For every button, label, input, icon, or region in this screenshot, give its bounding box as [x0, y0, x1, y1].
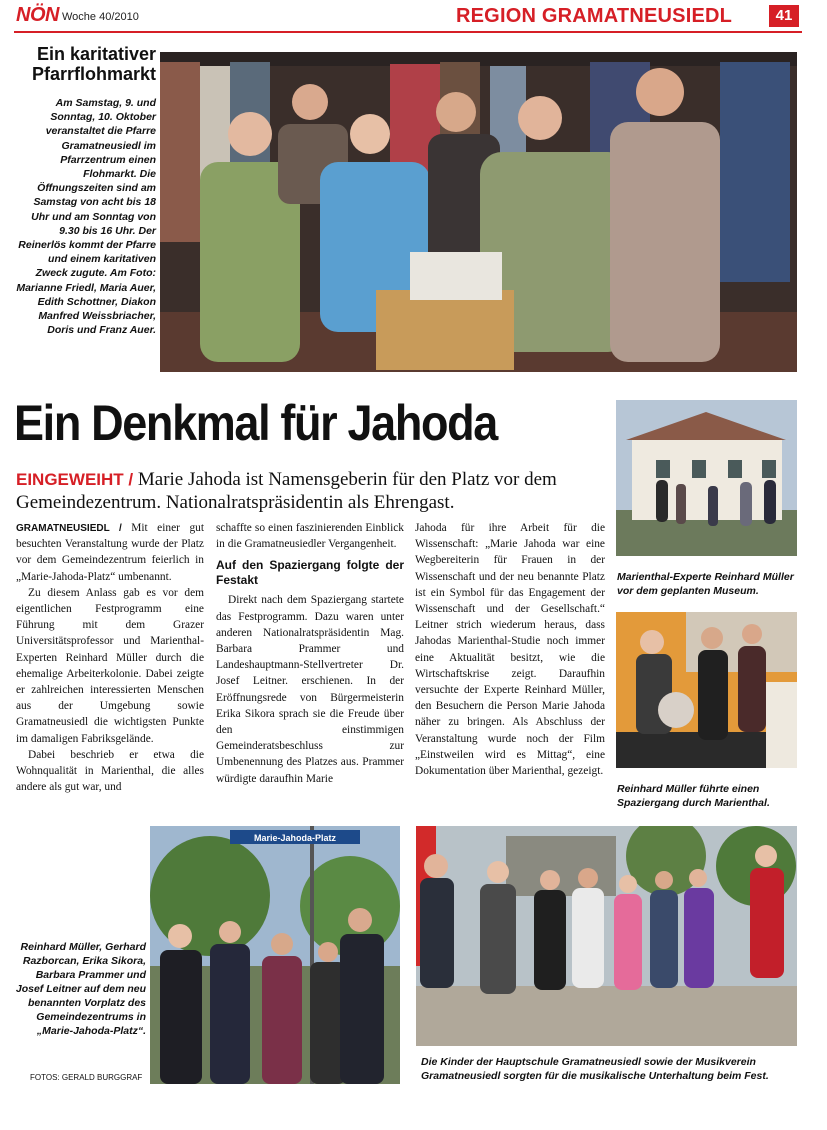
dateline: GRAMATNEUSIEDL /: [16, 523, 122, 534]
street-sign-text: Marie-Jahoda-Platz: [253, 833, 337, 843]
article-column-3: [415, 520, 605, 779]
article-column-2: [216, 520, 404, 787]
header-rule: [14, 31, 802, 33]
article-paragraph: Direkt nach dem Spaziergang startete das Festprogramm. Dazu waren unter anderen Nationalratspräsidentin Mag. Barbara Prammer und Landeshauptmann-Stellvertreter Dr. Josef Leitner. erschienen. In der Eröffnungsrede von Bürgermeisterin Erika Sikora sprach sie die Freude über den einstimmigen Gemeinderatsbeschluss zur Umbenennung des Platzes aus. Prammer würdigte daraufhin Marie: [216, 594, 404, 785]
article-column-1: [16, 520, 204, 795]
article-paragraph: Dabei beschrieb er etwa die Wohnqualität in Marienthal, die alles andere als gut war, und: [16, 748, 204, 794]
article-paragraph: schaffte so einen faszinierenden Einblick in die Gramatneusiedler Vergangenheit.: [216, 522, 404, 551]
article-headline: Ein Denkmal für Jahoda: [14, 395, 497, 451]
issue-label: Woche 40/2010: [62, 11, 139, 23]
flohmarkt-headline: [26, 44, 156, 84]
article-paragraph: Zu diesem Anlass gab es vor dem eigentlichen Festprogramm eine Führung mit dem Grazer Universitätsprofessor und Marienthal-Experten Reinhard Müller durch die ehemalige Arbeiterkolonie. Dabei zeigte er zahlreichen interessierten Menschen aus der Umgebung sowie Gramatneusiedl die wichtigsten Punkte im damaligen Fabriksgelände.: [16, 586, 204, 745]
article-kicker: EINGEWEIHT /: [16, 470, 134, 489]
article-paragraph: Jahoda für ihre Arbeit für die Wissenschaft: „Marie Jahoda war eine Wegbereiterin für Frauen in der Wissenschaft und der neu benannte Platz ist ein Symbol für das Engagement der Wissenschaft und der Gesellschaft.“ Leitner strich wiederum heraus, dass Jahodas Marienthal-Studie noch immer eine Aktualität besitzt, wie die Wirtschaftskrise zeigt. Daraufhin versuchte der Experte Reinhard Müller, den Besuchern die Person Marie Jahoda näher zu bringen. Als Abschluss der Veranstaltung wurde noch der Film „Einstweilen wird es Mittag“, eine Dokumentation über Marienthal, gezeigt.: [415, 522, 605, 778]
museum-caption: Marienthal-Experte Reinhard Müller vor dem geplanten Museum.: [617, 571, 794, 597]
photo-credit: FOTOS: GERALD BURGGRAF: [30, 1073, 143, 1082]
walk-photo: [616, 612, 797, 768]
article-paragraph: [16, 520, 204, 585]
article-subhead: [16, 468, 616, 514]
page-number: 41: [769, 5, 799, 27]
flohmarkt-headline-line2: Pfarrflohmarkt: [31, 64, 156, 84]
walk-caption: Reinhard Müller führte einen Spaziergang durch Marienthal.: [617, 783, 770, 809]
flohmarkt-text: Am Samstag, 9. und Sonntag, 10. Oktober veranstaltet die Pfarre Gramatneusiedl im Pfarrzentrum einen Flohmarkt. Die Öffnungszeiten sind am Samstag von acht bis 18 Uhr und am Sonntag von 9.30 bis 16 Uhr. Der Reinerlös kommt der Pfarre und einem karitativen Zweck zugute. Am Foto: Marianne Friedl, Maria Auer, Edith Schottner, Diakon Manfred Weissbriacher, Doris und Franz Auer.: [16, 97, 156, 337]
article-subheading: Auf den Spaziergang folgte der Festakt: [216, 558, 404, 588]
flohmarkt-headline-line1: Ein karitativer: [36, 44, 156, 64]
museum-photo: [616, 400, 797, 556]
children-caption: Die Kinder der Hauptschule Gramatneusiedl sowie der Musikverein Gramatneusiedl sorgten für die musikalische Unterhaltung beim Fest.: [421, 1056, 769, 1082]
region-title: REGION GRAMATNEUSIEDL: [456, 5, 733, 27]
children-photo: [416, 826, 797, 1046]
group-caption: Reinhard Müller, Gerhard Razborcan, Erika Sikora, Barbara Prammer und Josef Leitner auf dem neu benannten Vorplatz des Gemeindezentrums in „Marie-Jahoda-Platz“.: [15, 941, 146, 1037]
flohmarkt-photo: [160, 52, 797, 372]
group-photo: [150, 826, 400, 1084]
article-subhead-text: Marie Jahoda ist Namensgeberin für den Platz vor dem Gemeindezentrum. Nationalratspräsidentin als Ehrengast.: [16, 469, 557, 513]
article-text: Mit einer gut besuchten Veranstaltung wurde der Platz vor dem Gemeindezentrum feierlich in „Marie-Jahoda-Platz“ umbenannt.: [16, 522, 204, 583]
newspaper-logo: NÖN: [16, 4, 59, 26]
